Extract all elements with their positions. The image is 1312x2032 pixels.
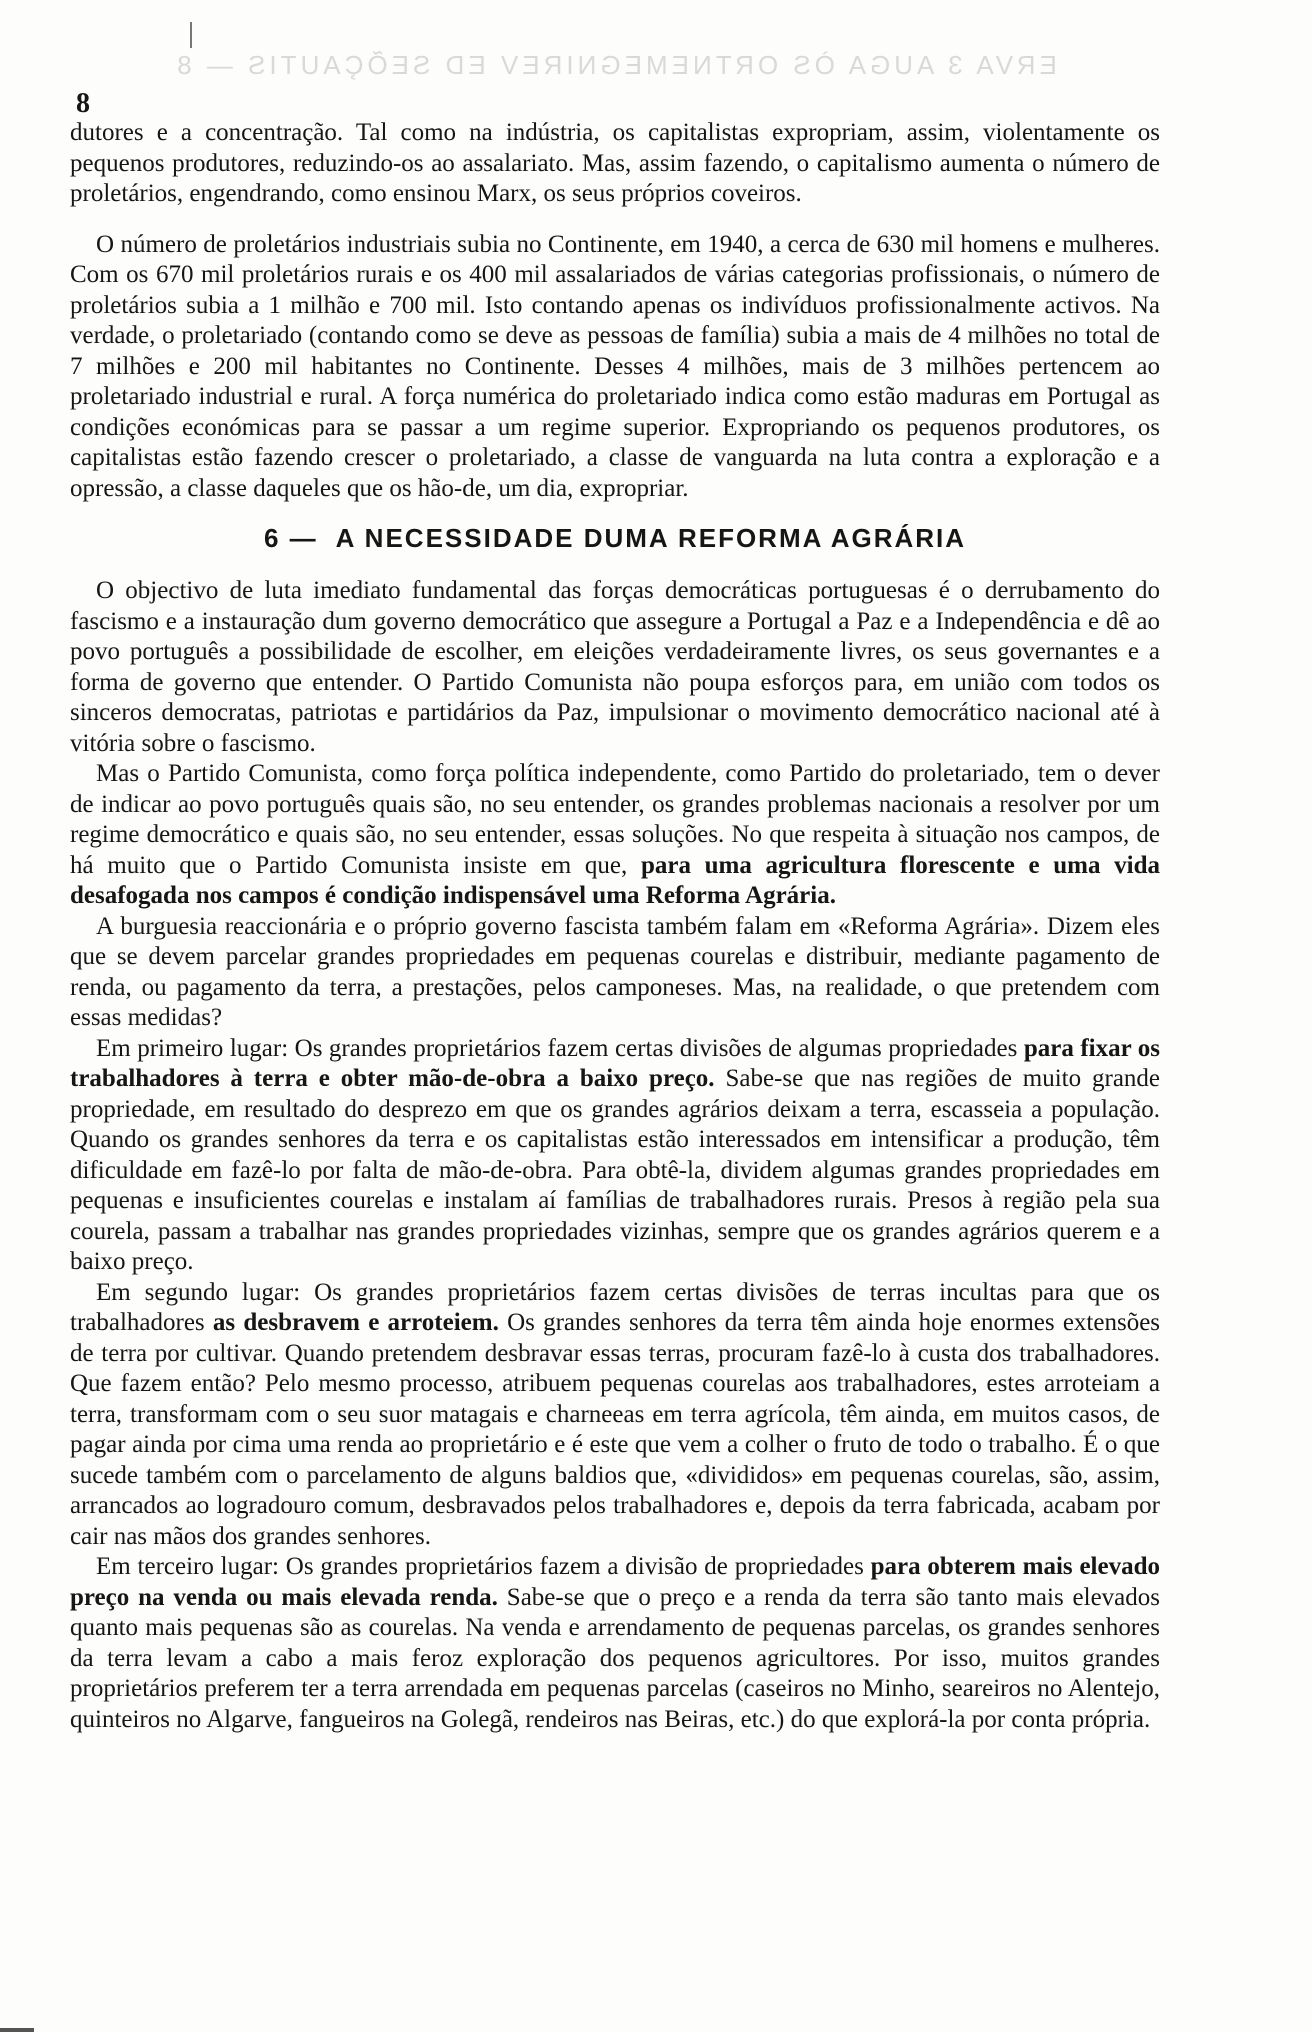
emphasis-text: para obterem mais elevado preço na venda ou mais elevada renda. (70, 1553, 1160, 1611)
paragraph (70, 1552, 1160, 1735)
paragraph: A burguesia reaccionária e o próprio governo fascista também falam em «Reforma Agrária». Dizem eles que se devem parcelar grandes propriedades em pequenas courelas e distribuir, mediante pagamento de renda, ou pagamento da terra, a prestações, pelos camponeses. Mas, na realidade, o que pretendem com essas medidas? (70, 912, 1160, 1031)
paragraph-text: Mas o Partido Comunista, como força política independente, como Partido do proletariado, tem o dever de indicar ao povo português quais são, no seu entender, os grandes problemas nacionais a resolver por um regime democrático e quais são, no seu entender, essas soluções. No que respeita à situação nos campos, de há muito que o Partido Comunista insiste em que, (70, 760, 1160, 879)
emphasis-text: para uma agricultura florescente e uma vida desafogada nos campos é condição indispensável uma Reforma Agrária. (70, 851, 1161, 909)
paragraph (70, 1034, 1160, 1278)
paragraph: dutores e a concentração. Tal como na indústria, os capitalistas expropriam, assim, violentamente os pequenos produtores, reduzindo-os ao assalariato. Mas, assim fazendo, o capitalismo aumenta o número de proletários, engendrando, como ensinou Marx, os seus próprios coveiros. (70, 119, 1160, 207)
paragraph-text: Em segundo lugar: Os grandes proprietários fazem certas divisões de terras incultas para que os trabalhadores (70, 1278, 1160, 1336)
document-body (70, 118, 1160, 1735)
section-number: 6 — (263, 523, 318, 553)
emphasis-text: as desbravem e arroteiem. (212, 1309, 499, 1336)
paragraph (70, 759, 1160, 912)
paragraph (70, 1278, 1160, 1553)
page-number: 8 (76, 88, 90, 119)
bleed-through-header: ERVA 3 AUGA ÒS ORTNEMEGNIREV ED SEÕÇAUTIS — 8 (173, 50, 1057, 80)
paragraph-text: Em terceiro lugar: Os grandes proprietários fazem a divisão de propriedades (96, 1553, 864, 1580)
document-page (70, 22, 1160, 2012)
emphasis-text: para fixar os trabalhadores à terra e obter mão-de-obra a baixo preço. (70, 1034, 1160, 1092)
section-heading (70, 522, 1160, 554)
section-title: A NECESSIDADE DUMA REFORMA AGRÁRIA (335, 523, 967, 553)
paragraph-text: Sabe-se que o preço e a renda da terra são tanto mais elevados quanto mais pequenas são as courelas. Na venda e arrendamento de pequenas parcelas, os grandes senhores da terra levam a cabo a mais feroz exploração dos pequenos agricultores. Por isso, muitos grandes proprietários preferem ter a terra arrendada em pequenas parcelas (caseiros no Minho, seareiros no Alentejo, quinteiros no Algarve, fangueiros na Golegã, rendeiros nas Beiras, etc.) do que explorá-la por conta própria. (70, 1583, 1161, 1733)
paragraph-text: Sabe-se que nas regiões de muito grande propriedade, em resultado do desprezo em que os grandes agrários deixam a terra, escasseia a população. Quando os grandes senhores da terra e os capitalistas estão interessados em intensificar a produção, têm dificuldade em fazê-lo por falta de mão-de-obra. Para obtê-la, dividem algumas grandes propriedades em pequenas e insuficientes courelas e instalam aí famílias de trabalhadores rurais. Presos à região pela sua courela, passam a trabalhar nas grandes propriedades vizinhas, sempre que os grandes agrários querem e a baixo preço. (70, 1065, 1161, 1275)
scan-footer-mark (0, 2028, 34, 2032)
paragraph-text: Em primeiro lugar: Os grandes proprietários fazem certas divisões de algumas propriedades (96, 1034, 1018, 1062)
paragraph: O número de proletários industriais subia no Continente, em 1940, a cerca de 630 mil homens e mulheres. Com os 670 mil proletários rurais e os 400 mil assalariados de várias categorias profissionais, o número de proletários subia a 1 milhão e 700 mil. Isto contando apenas os indivíduos profissionalmente activos. Na verdade, o proletariado (contando como se deve as pessoas de família) subia a mais de 4 milhões no total de 7 milhões e 200 mil habitantes no Continente. Desses 4 milhões, mais de 3 milhões pertencem ao proletariado industrial e rural. A força numérica do proletariado indica como estão maduras em Portugal as condições económicas para se passar a um regime superior. Expropriando os pequenos produtores, os capitalistas estão fazendo crescer o proletariado, a classe de vanguarda na luta contra a exploração e a opressão, a classe daqueles que os hão-de, um dia, expropriar. (70, 230, 1160, 502)
paragraph: O objectivo de luta imediato fundamental das forças democráticas portuguesas é o derrubamento do fascismo e a instauração dum governo democrático que assegure a Portugal a Paz e a Independência e dê ao povo português a possibilidade de escolher, em eleições verdadeiramente livres, os seus governantes e a forma de governo que entender. O Partido Comunista não poupa esforços para, em união com todos os sinceros democratas, patriotas e partidários da Paz, impulsionar o movimento democrático nacional até à vitória sobre o fascismo. (70, 577, 1160, 757)
paragraph-text: Os grandes senhores da terra têm ainda hoje enormes extensões de terra por cultivar. Quando pretendem desbravar essas terras, procuram fazê-lo à custa dos trabalhadores. Que fazem então? Pelo mesmo processo, atribuem pequenas courelas aos trabalhadores, estes arroteiam a terra, transformam com o seu suor matagais e charneeas em terra agrícola, têm ainda, em muitos casos, de pagar ainda por cima uma renda ao proprietário e é este que vem a colher o fruto de todo o trabalho. É o que sucede também com o parcelamento de alguns baldios que, «divididos» em pequenas courelas, são, assim, arrancados ao logradouro comum, desbravados pelos trabalhadores e, depois da terra fabricada, acabam por cair nas mãos dos grandes senhores. (70, 1309, 1161, 1550)
